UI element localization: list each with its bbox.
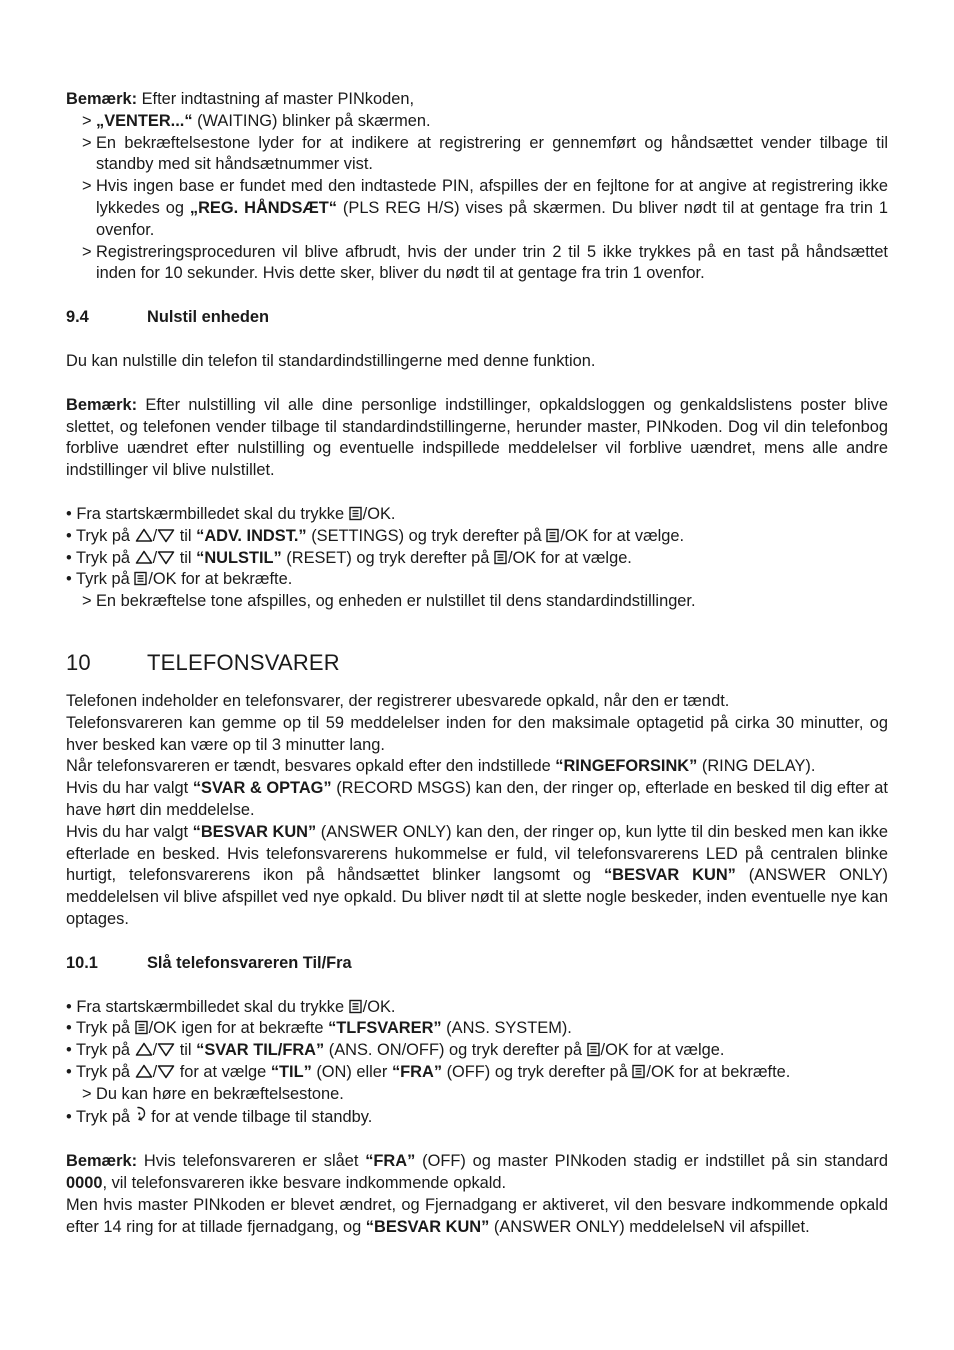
step-text: til xyxy=(175,1041,197,1060)
section-heading-9-4 xyxy=(66,307,888,329)
step-item xyxy=(66,1040,888,1062)
bullet: • xyxy=(66,1062,72,1081)
body-text: (ANSWER ONLY) meddelelsen vil blive afspillet ved nye opkald. Du bliver nødt til at slette nogle beskeder, inden eventuelle nye kan optages. xyxy=(66,866,889,928)
menu-icon xyxy=(134,571,148,586)
step-text: Tryk på xyxy=(76,526,135,545)
note-item-text: (PLS REG H/S) vises på skærmen. Du bliver nødt til at gentage fra trin 1 ovenfor. xyxy=(96,198,888,239)
step-text: En bekræftelse tone afspilles, og enheden er nulstillet til dens standardindstillinger. xyxy=(96,592,696,611)
slash: / xyxy=(152,1041,158,1060)
step-item xyxy=(66,526,888,548)
up-arrow-icon xyxy=(135,528,153,543)
section-number: 9.4 xyxy=(66,308,89,327)
slash: / xyxy=(152,1062,158,1081)
step-text: (ANS. ON/OFF) og tryk derefter på xyxy=(324,1041,587,1060)
display-text: “TIL” xyxy=(270,1062,312,1081)
note-paragraph xyxy=(66,89,888,111)
note-text: Efter nulstilling vil alle dine personlige indstillinger, opkaldsloggen og genkaldslistens poster blive slettet, og telefonen vender tilbage til standardindstillingerne, herunder master, PINkoden. Dog vil din telefonbog forblive uændret efter nulstilling og eventuelle indspillede meddelelser vil forblive uændret, mens alle andre indstillinger vil blive nulstillet. xyxy=(66,395,888,480)
step-text: /OK. xyxy=(362,504,396,523)
chapter-heading-10 xyxy=(66,649,888,677)
step-item xyxy=(66,997,888,1019)
body-paragraph xyxy=(66,756,888,778)
display-text: “FRA” xyxy=(391,1062,443,1081)
display-text: “BESVAR KUN” xyxy=(192,822,317,841)
step-text: til xyxy=(175,526,197,545)
manual-page xyxy=(66,89,888,1238)
down-arrow-icon xyxy=(157,1042,175,1057)
display-text: “RINGEFORSINK” xyxy=(555,757,698,776)
arrow-marker: > xyxy=(82,133,92,152)
slash: / xyxy=(152,526,158,545)
slash: / xyxy=(152,548,158,567)
down-arrow-icon xyxy=(157,550,175,565)
body-paragraph xyxy=(66,822,888,931)
note-item-text: Hvis ingen base er fundet med den indtastede PIN, afspilles der en fejltone for at angive at registrering ikke lykkedes og xyxy=(96,177,888,217)
step-text: Fra startskærmbilledet skal du trykke xyxy=(76,997,349,1016)
down-arrow-icon xyxy=(157,528,175,543)
arrow-marker: > xyxy=(82,242,92,261)
note-text: Hvis telefonsvareren er slået xyxy=(137,1152,366,1171)
up-arrow-icon xyxy=(135,550,153,565)
body-text: Hvis du har valgt xyxy=(66,779,193,798)
bullet: • xyxy=(66,1108,72,1127)
display-text: “SVAR TIL/FRA” xyxy=(196,1041,325,1060)
menu-icon xyxy=(494,550,508,565)
menu-icon xyxy=(349,506,363,521)
step-item xyxy=(66,1062,888,1084)
chapter-number: 10 xyxy=(66,649,91,675)
step-item xyxy=(66,569,888,591)
note-label: Bemærk: xyxy=(66,1152,138,1171)
body-text: Hvis du har valgt xyxy=(66,822,193,841)
step-text: (ON) eller xyxy=(311,1062,392,1081)
body-paragraph: Telefonen indeholder en telefonsvarer, der registrerer ubesvarede opkald, når den er tændt. xyxy=(66,691,730,710)
step-text: /OK for at vælge. xyxy=(560,526,685,545)
display-text: “ADV. INDST.” xyxy=(196,526,307,545)
section-title: Slå telefonsvareren Til/Fra xyxy=(147,953,352,972)
display-text: „REG. HÅNDSÆT“ xyxy=(189,198,337,217)
bullet: • xyxy=(66,526,72,545)
step-item xyxy=(66,1018,888,1040)
menu-icon xyxy=(546,528,560,543)
step-text: Tryk på xyxy=(76,548,135,567)
bullet: • xyxy=(66,1019,72,1038)
note-item-text: En bekræftelsestone lyder for at indikere at registrering er gennemført og håndsættet vender tilbage til standby med sit håndsætnummer vist. xyxy=(96,133,888,174)
step-text: /OK for at vælge. xyxy=(600,1041,725,1060)
body-text: (RECORD MSGS) kan den, der ringer op, efterlade en besked til dig efter at have hørt din meddelelse. xyxy=(66,779,888,819)
step-text: for at vende tilbage til standby. xyxy=(146,1108,373,1127)
arrow-marker: > xyxy=(82,177,92,196)
body-paragraph xyxy=(66,778,888,822)
section-title: Nulstil enheden xyxy=(147,308,270,327)
step-item xyxy=(66,548,888,570)
note-text: , vil telefonsvareren ikke besvare indkommende opkald. xyxy=(102,1174,507,1193)
menu-icon xyxy=(587,1042,601,1057)
step-text: (OFF) og tryk derefter på xyxy=(442,1062,633,1081)
step-text: Tryk på xyxy=(76,1041,135,1060)
display-text: „VENTER...“ xyxy=(96,111,193,130)
menu-icon xyxy=(135,1020,149,1035)
bullet: • xyxy=(66,548,72,567)
body-text: Når telefonsvareren er tændt, besvares opkald efter den indstillede xyxy=(66,757,556,776)
arrow-marker: > xyxy=(82,592,92,611)
step-text: Tyrk på xyxy=(76,570,135,589)
step-text: for at vælge xyxy=(175,1062,271,1081)
step-text: /OK for at bekræfte. xyxy=(646,1062,791,1081)
step-text: Du kan høre en bekræftelsestone. xyxy=(96,1084,344,1103)
step-text: (RESET) og tryk derefter på xyxy=(281,548,494,567)
step-text: /OK igen for at bekræfte xyxy=(148,1019,329,1038)
note-text: Efter indtastning af master PINkoden, xyxy=(137,90,415,108)
down-arrow-icon xyxy=(157,1064,175,1079)
step-result xyxy=(66,1084,888,1106)
display-text: “BESVAR KUN” xyxy=(603,866,736,885)
bullet: • xyxy=(66,997,72,1016)
step-text: Tryk på xyxy=(76,1019,135,1038)
step-text: /OK for at vælge. xyxy=(507,548,632,567)
up-arrow-icon xyxy=(135,1042,153,1057)
arrow-marker: > xyxy=(82,111,92,130)
body-paragraph: Telefonsvareren kan gemme op til 59 meddelelser inden for den maksimale optagetid på cirka 30 minutter, og hver besked kan være op til 3 minutter lang. xyxy=(66,713,888,754)
body-text: (ANSWER ONLY) kan den, der ringer op, kun lytte til din besked men kan ikke efterlade en besked. Hvis telefonsvarerens hukommelse er fuld, vil telefonsvarerens LED på centralen blinke hurtigt, telefonsvarerens ikon på håndsættet blinker langsomt og xyxy=(66,822,888,885)
note-item xyxy=(66,133,888,177)
arrow-marker: > xyxy=(82,1084,92,1103)
up-arrow-icon xyxy=(135,1064,153,1079)
body-text: Men hvis master PINkoden er blevet ændret, og Fjernadgang er aktiveret, vil den besvare indkommende opkald efter 14 ring for at tillade fjernadgang, og xyxy=(66,1195,888,1236)
step-text: Fra startskærmbilledet skal du trykke xyxy=(76,504,349,523)
body-paragraph xyxy=(66,1195,888,1239)
note-paragraph xyxy=(66,1151,888,1195)
display-text: “TLFSVARER” xyxy=(328,1019,442,1038)
note-label: Bemærk: xyxy=(66,395,138,414)
step-text: (SETTINGS) og tryk derefter på xyxy=(306,526,547,545)
note-item-text: Registreringsproceduren vil blive afbrudt, hvis der under trin 2 til 5 ikke trykkes på en tast på håndsættet inden for 10 sekunder. Hvis dette sker, bliver du nødt til at gentage fra trin 1 ovenfor. xyxy=(96,242,888,283)
step-item xyxy=(66,1105,888,1129)
note-item xyxy=(66,242,888,286)
display-text: “BESVAR KUN” xyxy=(365,1217,490,1236)
step-text: Tryk på xyxy=(76,1062,135,1081)
note-item xyxy=(66,176,888,241)
display-text: “NULSTIL” xyxy=(196,548,282,567)
body-text: (RING DELAY). xyxy=(697,757,816,776)
bullet: • xyxy=(66,1041,72,1060)
section-heading-10-1 xyxy=(66,953,888,975)
end-call-icon xyxy=(135,1105,147,1123)
note-item-text: (WAITING) blinker på skærmen. xyxy=(192,111,431,130)
chapter-title: TELEFONSVARER xyxy=(147,649,340,675)
section-number: 10.1 xyxy=(66,953,98,972)
note-label: Bemærk: xyxy=(66,90,138,108)
step-text: /OK for at bekræfte. xyxy=(148,570,293,589)
step-text: (ANS. SYSTEM). xyxy=(441,1019,572,1038)
display-text: “FRA” xyxy=(365,1152,416,1171)
note-paragraph xyxy=(66,395,888,482)
display-text: “SVAR & OPTAG” xyxy=(192,779,332,798)
step-text: Tryk på xyxy=(76,1108,135,1127)
bullet: • xyxy=(66,504,72,523)
body-text: (ANSWER ONLY) meddelelseN vil afspillet. xyxy=(489,1217,810,1236)
note-text: (OFF) og master PINkoden stadig er indstillet på sin standard xyxy=(415,1152,888,1171)
bullet: • xyxy=(66,570,72,589)
pin-code: 0000 xyxy=(66,1174,103,1193)
step-text: /OK. xyxy=(362,997,396,1016)
note-item xyxy=(66,111,888,133)
section-intro: Du kan nulstille din telefon til standardindstillingerne med denne funktion. xyxy=(66,351,596,370)
menu-icon xyxy=(349,999,363,1014)
menu-icon xyxy=(632,1064,646,1079)
step-result xyxy=(66,591,888,613)
step-item xyxy=(66,504,888,526)
step-text: til xyxy=(175,548,197,567)
